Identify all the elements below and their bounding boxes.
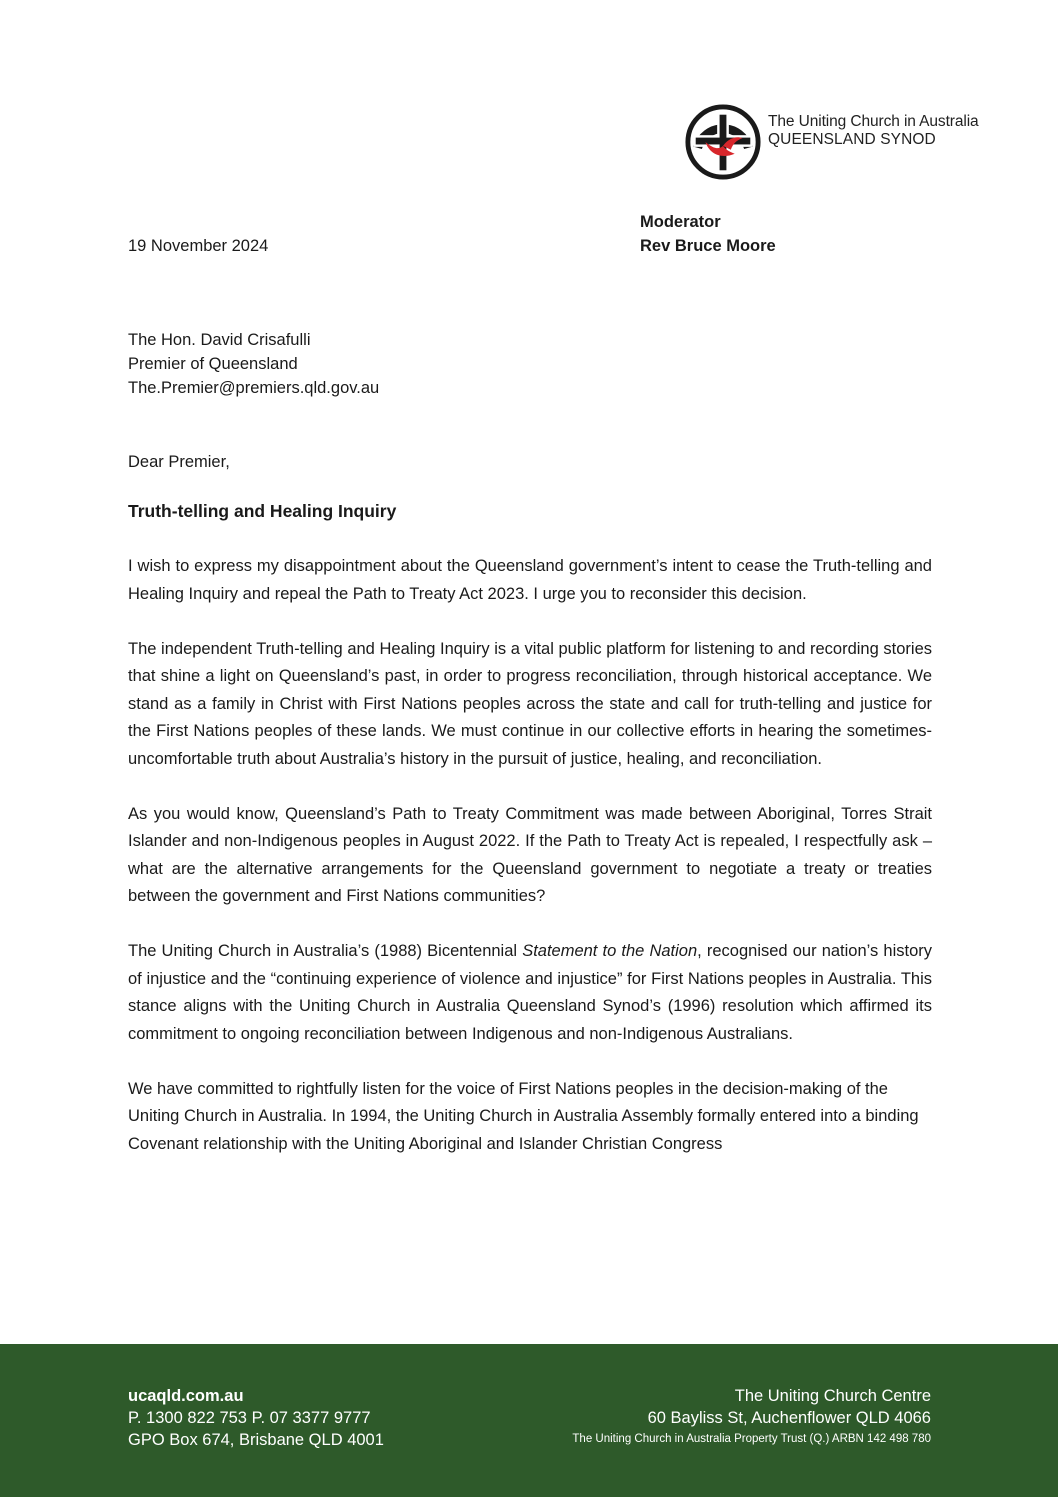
footer-contact (128, 1385, 384, 1451)
recipient-block (128, 328, 379, 400)
footer-street: 60 Bayliss St, Auchenflower QLD 4066 (647, 1409, 931, 1427)
church-logo (684, 103, 1014, 185)
letter-date: 19 November 2024 (128, 237, 269, 255)
paragraph-4-text-a: The Uniting Church in Australia’s (1988) Bicentennial (128, 942, 523, 960)
footer-centre-name: The Uniting Church Centre (734, 1387, 931, 1405)
letter-body (128, 553, 932, 1186)
church-name (768, 113, 979, 149)
footer-trust: The Uniting Church in Australia Property Trust (Q.) ARBN 142 498 780 (572, 1433, 931, 1445)
recipient-title: Premier of Queensland (128, 355, 298, 373)
footer-bar (0, 1344, 1058, 1497)
sender-name: Rev Bruce Moore (640, 237, 776, 255)
uniting-church-logo-icon (684, 103, 762, 181)
body-paragraph-4 (128, 938, 932, 1048)
footer-po-box: GPO Box 674, Brisbane QLD 4001 (128, 1431, 384, 1449)
footer-phones: P. 1300 822 753 P. 07 3377 9777 (128, 1409, 371, 1427)
church-name-line1: The Uniting Church in Australia (768, 113, 979, 130)
sender-role: Moderator (640, 213, 721, 231)
footer-address (572, 1385, 931, 1449)
recipient-name: The Hon. David Crisafulli (128, 331, 311, 349)
body-paragraph-1: I wish to express my disappointment about the Queensland government’s intent to cease the Truth-telling and Healing Inquiry and repeal the Path to Treaty Act 2023. I urge you to reconsider this decision. (128, 557, 932, 603)
footer-website: ucaqld.com.au (128, 1387, 244, 1405)
subject-heading: Truth-telling and Healing Inquiry (128, 501, 397, 521)
salutation: Dear Premier, (128, 453, 230, 471)
body-paragraph-3: As you would know, Queensland’s Path to Treaty Commitment was made between Aboriginal, Torres Strait Islander and non-Indigenous peoples in August 2022. If the Path to Treaty Act is repealed, I respectfully ask – what are the alternative arrangements for the Queensland government to negotiate a treaty or treaties between the government and First Nations communities? (128, 804, 932, 905)
body-paragraph-5: We have committed to rightfully listen for the voice of First Nations peoples in the decision-making of the Uniting Church in Australia. In 1994, the Uniting Church in Australia Assembly formally entered into a binding Covenant relationship with the Uniting Aboriginal and Islander Christian Congress (128, 1079, 919, 1153)
statement-title: Statement to the Nation (522, 942, 698, 960)
recipient-email: The.Premier@premiers.qld.gov.au (128, 379, 380, 397)
sender-block (640, 210, 776, 258)
body-paragraph-2: The independent Truth-telling and Healing Inquiry is a vital public platform for listening to and recording stories that shine a light on Queensland’s past, in order to progress reconciliation, through historical acceptance. We stand as a family in Christ with First Nations peoples across the state and call for truth-telling and justice for the First Nations peoples of these lands. We must continue in our collective efforts in hearing the sometimes-uncomfortable truth about Australia’s history in the pursuit of justice, healing, and reconciliation. (128, 639, 932, 768)
paragraph-4-text-b: , recognised our nation’s history of injustice and the “continuing experience of violence and injustice” for First Nations peoples in Australia. This stance aligns with the Uniting Church in Australia Queensland Synod’s (1996) resolution which affirmed its commitment to ongoing reconciliation between Indigenous and non-Indigenous Australians. (128, 942, 932, 1043)
church-name-line2: QUEENSLAND SYNOD (768, 131, 936, 148)
